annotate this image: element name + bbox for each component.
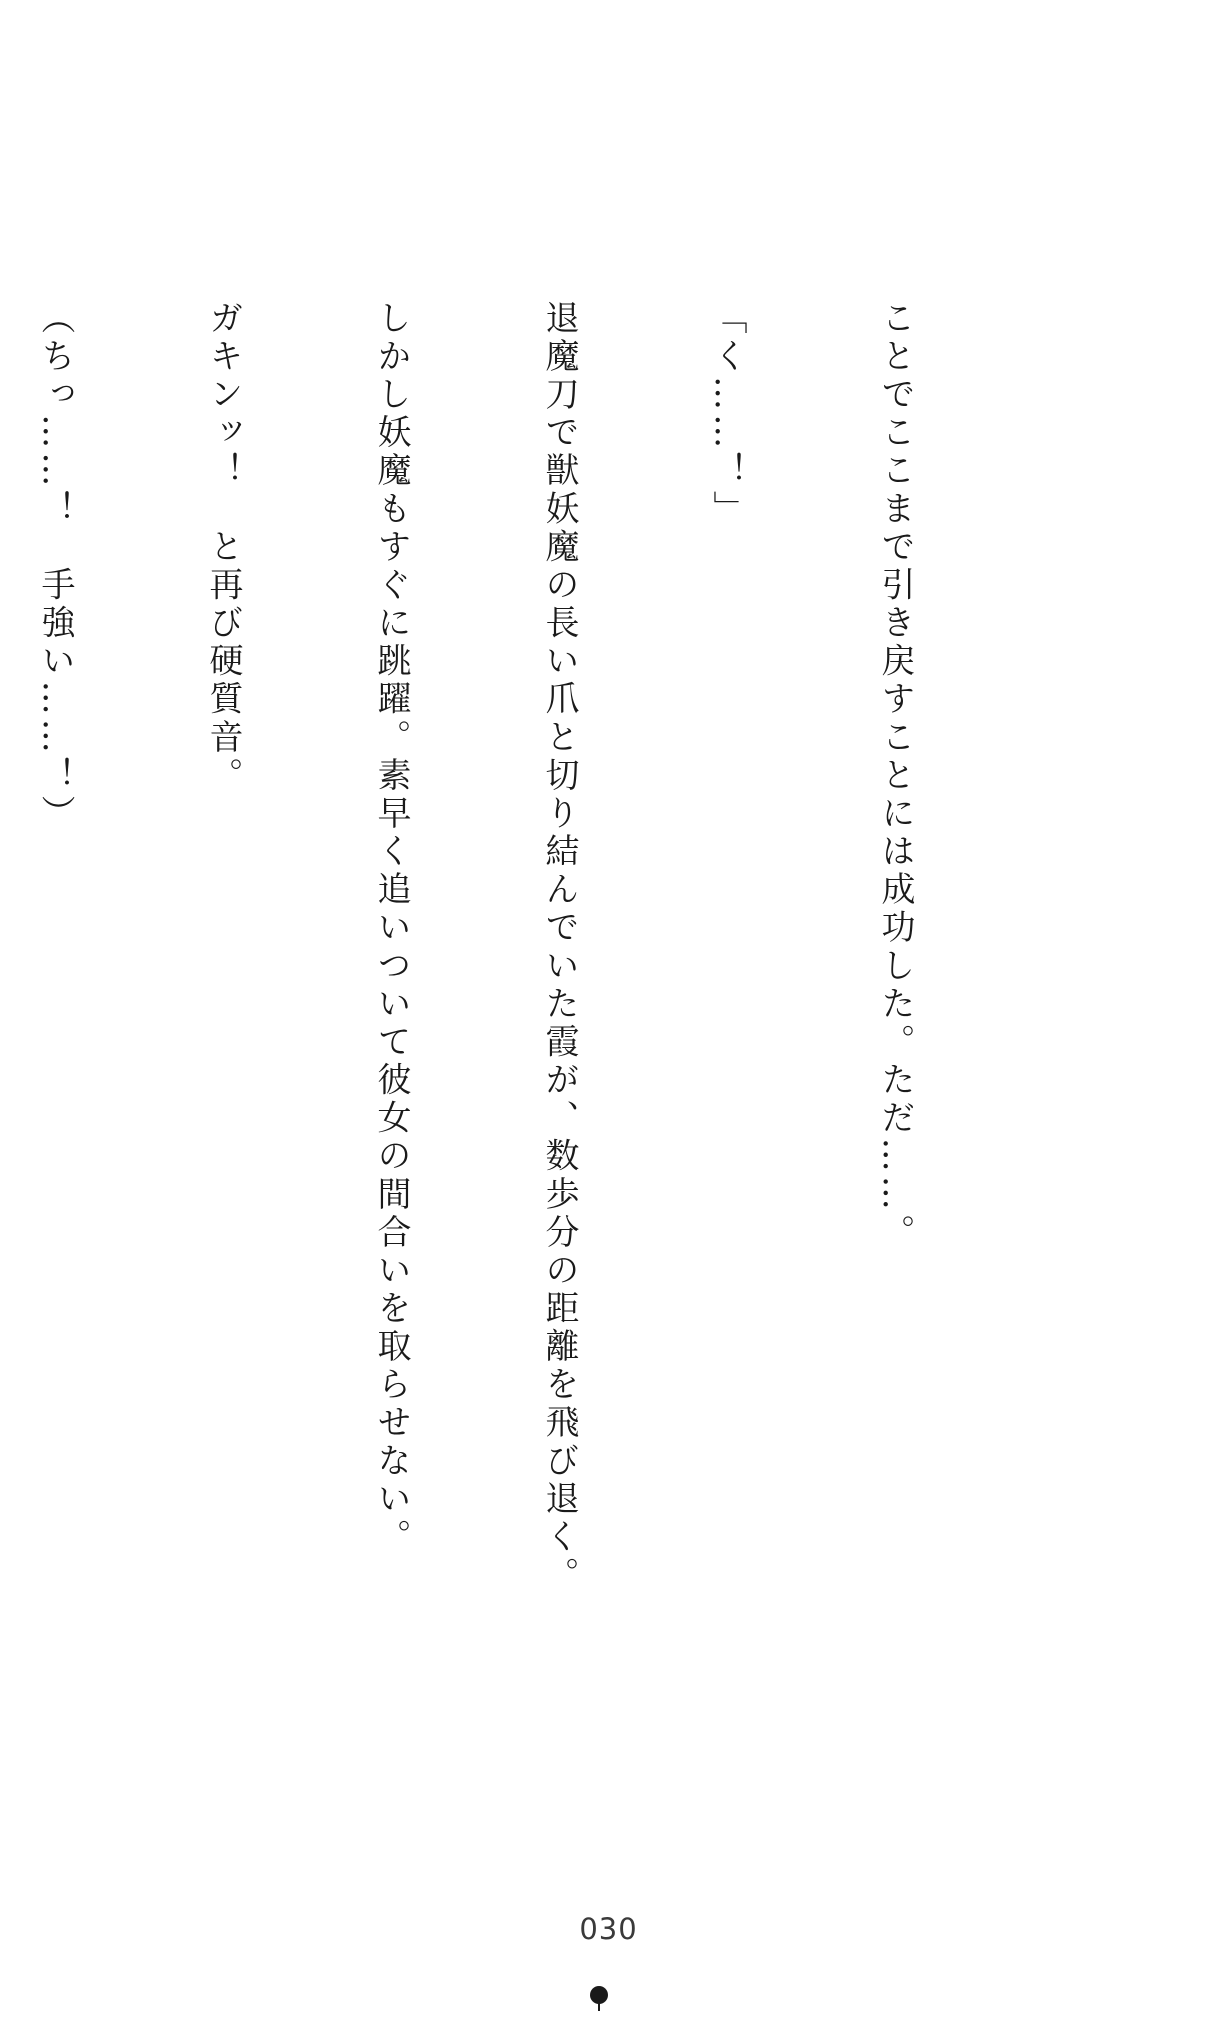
page-number: 030 [579, 1912, 638, 1946]
text-line-3: 退魔刀で獣妖魔の長い爪と切り結んでいた霞が、数歩分の距離を飛び退く。 [539, 300, 579, 1595]
vertical-text-body [0, 300, 1035, 1690]
page-marker-tick [598, 2003, 600, 2011]
text-line-5: ガキンッ！ と再び硬質音。 [203, 300, 243, 796]
text-line-4: しかし妖魔もすぐに跳躍。素早く追いついて彼女の間合いを取らせない。 [371, 300, 411, 1557]
text-line-1: ことでここまで引き戻すことには成功した。ただ……。 [875, 300, 915, 1252]
page-marker-dot [590, 1986, 608, 2004]
text-line-6: （ちっ……！ 手強い……！） [35, 300, 75, 834]
text-line-2: 「く……！」 [707, 300, 747, 529]
